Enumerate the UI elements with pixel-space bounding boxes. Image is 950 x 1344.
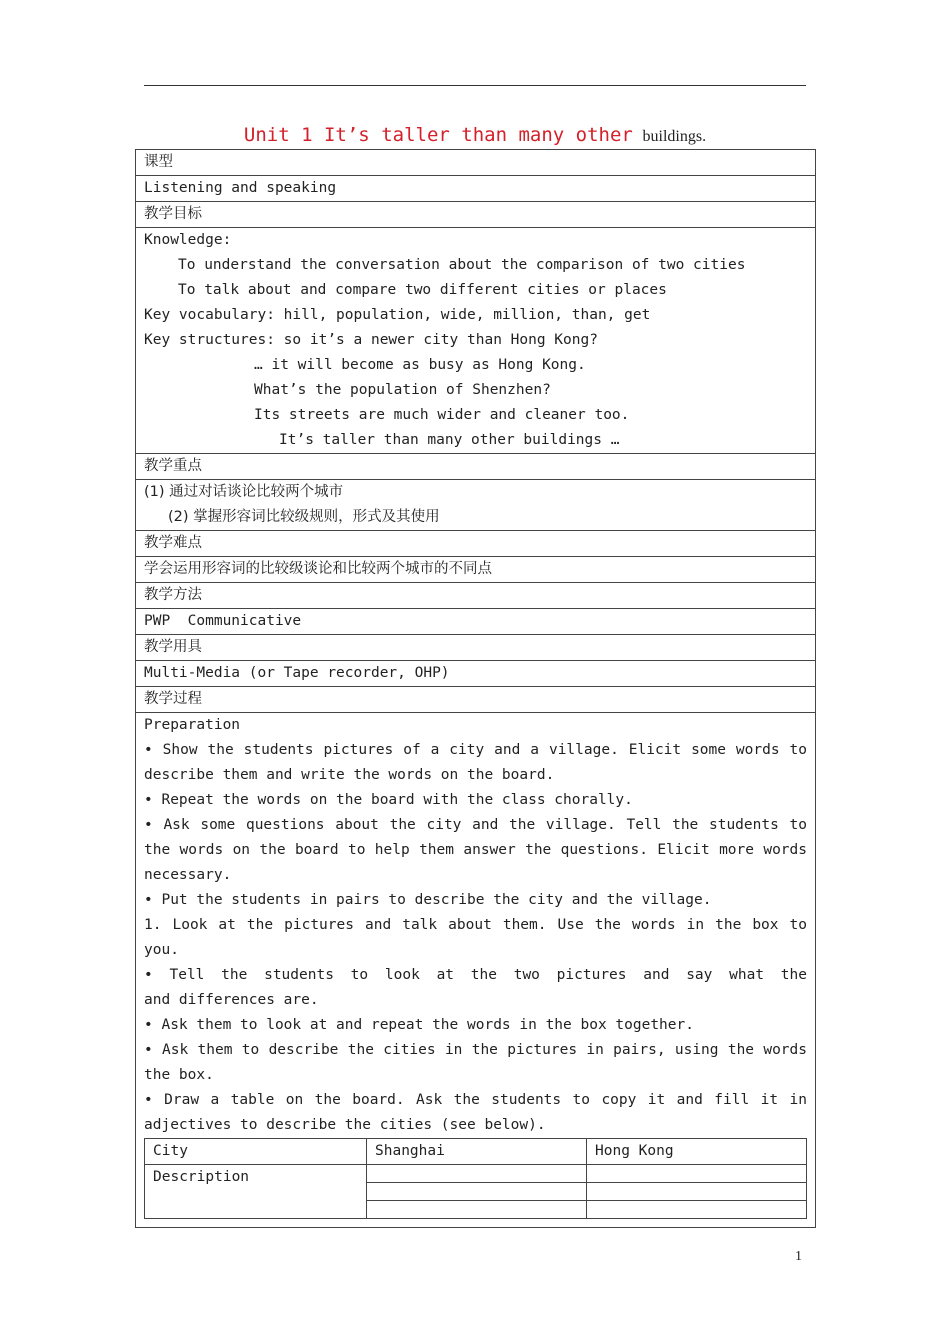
table-row	[136, 454, 816, 480]
table-cell	[367, 1183, 587, 1201]
key-structure: Key structures: so it’s a newer city than Hong Kong?	[144, 332, 598, 348]
header-rule	[144, 85, 806, 86]
process-step: • Repeat the words on the board with the class chorally.	[144, 792, 633, 808]
process-step: • Ask them to look at and repeat the words in the box together.	[144, 1017, 694, 1033]
methods-value: PWP Communicative	[136, 609, 816, 635]
key-structure: Its streets are much wider and cleaner too.	[254, 407, 630, 423]
table-row	[136, 150, 816, 176]
process-label: 教学过程	[136, 687, 816, 713]
table-row	[136, 609, 816, 635]
methods-label: 教学方法	[136, 583, 816, 609]
key-points-label: 教学重点	[136, 454, 816, 480]
key-structure: … it will become as busy as Hong Kong.	[254, 357, 586, 373]
process-step: • Draw a table on the board. Ask the students to copy it and fill it in	[144, 1092, 807, 1108]
table-row	[136, 583, 816, 609]
course-type-label: 课型	[136, 150, 816, 176]
table-row	[136, 687, 816, 713]
table-row	[136, 531, 816, 557]
table-row	[136, 557, 816, 583]
table-cell	[367, 1165, 587, 1183]
objectives-label: 教学目标	[136, 202, 816, 228]
course-type-value: Listening and speaking	[136, 176, 816, 202]
table-cell	[587, 1183, 807, 1201]
process-step: the box.	[144, 1067, 214, 1083]
process-step: • Show the students pictures of a city and a village. Elicit some words to	[144, 742, 807, 758]
process-step: necessary.	[144, 867, 232, 883]
table-row	[145, 1165, 807, 1183]
table-row	[136, 713, 816, 1228]
title-tail: buildings.	[642, 128, 707, 145]
knowledge-item: To understand the conversation about the comparison of two cities	[178, 257, 746, 273]
key-structure: It’s taller than many other buildings …	[279, 432, 620, 448]
table-row	[136, 202, 816, 228]
table-row	[145, 1139, 807, 1165]
key-vocabulary: Key vocabulary: hill, population, wide, million, than, get	[144, 307, 651, 323]
preparation-heading: Preparation	[144, 717, 241, 733]
table-row	[136, 228, 816, 454]
process-step: 1. Look at the pictures and talk about them. Use the words in the box to	[144, 917, 807, 933]
process-step: • Ask them to describe the cities in the pictures in pairs, using the words	[144, 1042, 807, 1058]
shanghai-header: Shanghai	[367, 1139, 587, 1165]
key-point: (1) 通过对话谈论比较两个城市	[144, 484, 344, 500]
document-title	[0, 124, 950, 146]
page-number: 1	[795, 1249, 802, 1264]
process-step: describe them and write the words on the board.	[144, 767, 555, 783]
tools-value: Multi-Media (or Tape recorder, OHP)	[136, 661, 816, 687]
knowledge-item: To talk about and compare two different cities or places	[178, 282, 667, 298]
lesson-plan-table	[135, 149, 816, 1228]
key-point: (2) 掌握形容词比较级规则，形式及其使用	[168, 509, 440, 525]
objectives-cell	[136, 228, 816, 454]
table-cell	[367, 1201, 587, 1219]
process-step: you.	[144, 942, 179, 958]
difficulties-label: 教学难点	[136, 531, 816, 557]
process-cell	[136, 713, 816, 1228]
city-header: City	[145, 1139, 367, 1165]
table-cell	[587, 1201, 807, 1219]
process-step: • Ask some questions about the city and the village. Tell the students to	[144, 817, 807, 833]
table-row	[136, 480, 816, 531]
tools-label: 教学用具	[136, 635, 816, 661]
hongkong-header: Hong Kong	[587, 1139, 807, 1165]
table-row	[136, 661, 816, 687]
key-structure: What’s the population of Shenzhen?	[254, 382, 551, 398]
process-cell-bottom-space	[144, 1219, 807, 1227]
title-main: Unit 1 It’s taller than many other	[243, 124, 633, 146]
city-comparison-table	[144, 1138, 807, 1219]
key-points-cell	[136, 480, 816, 531]
table-cell	[587, 1165, 807, 1183]
process-step: the words on the board to help them answer the questions. Elicit more words	[144, 842, 807, 858]
table-row	[136, 176, 816, 202]
description-label: Description	[145, 1165, 367, 1219]
process-step: • Tell the students to look at the two pictures and say what the	[144, 967, 807, 983]
table-row	[136, 635, 816, 661]
knowledge-heading: Knowledge:	[144, 232, 232, 248]
process-step: adjectives to describe the cities (see below).	[144, 1117, 546, 1133]
difficulties-value: 学会运用形容词的比较级谈论和比较两个城市的不同点	[136, 557, 816, 583]
process-step: and differences are.	[144, 992, 319, 1008]
process-step: • Put the students in pairs to describe the city and the village.	[144, 892, 712, 908]
